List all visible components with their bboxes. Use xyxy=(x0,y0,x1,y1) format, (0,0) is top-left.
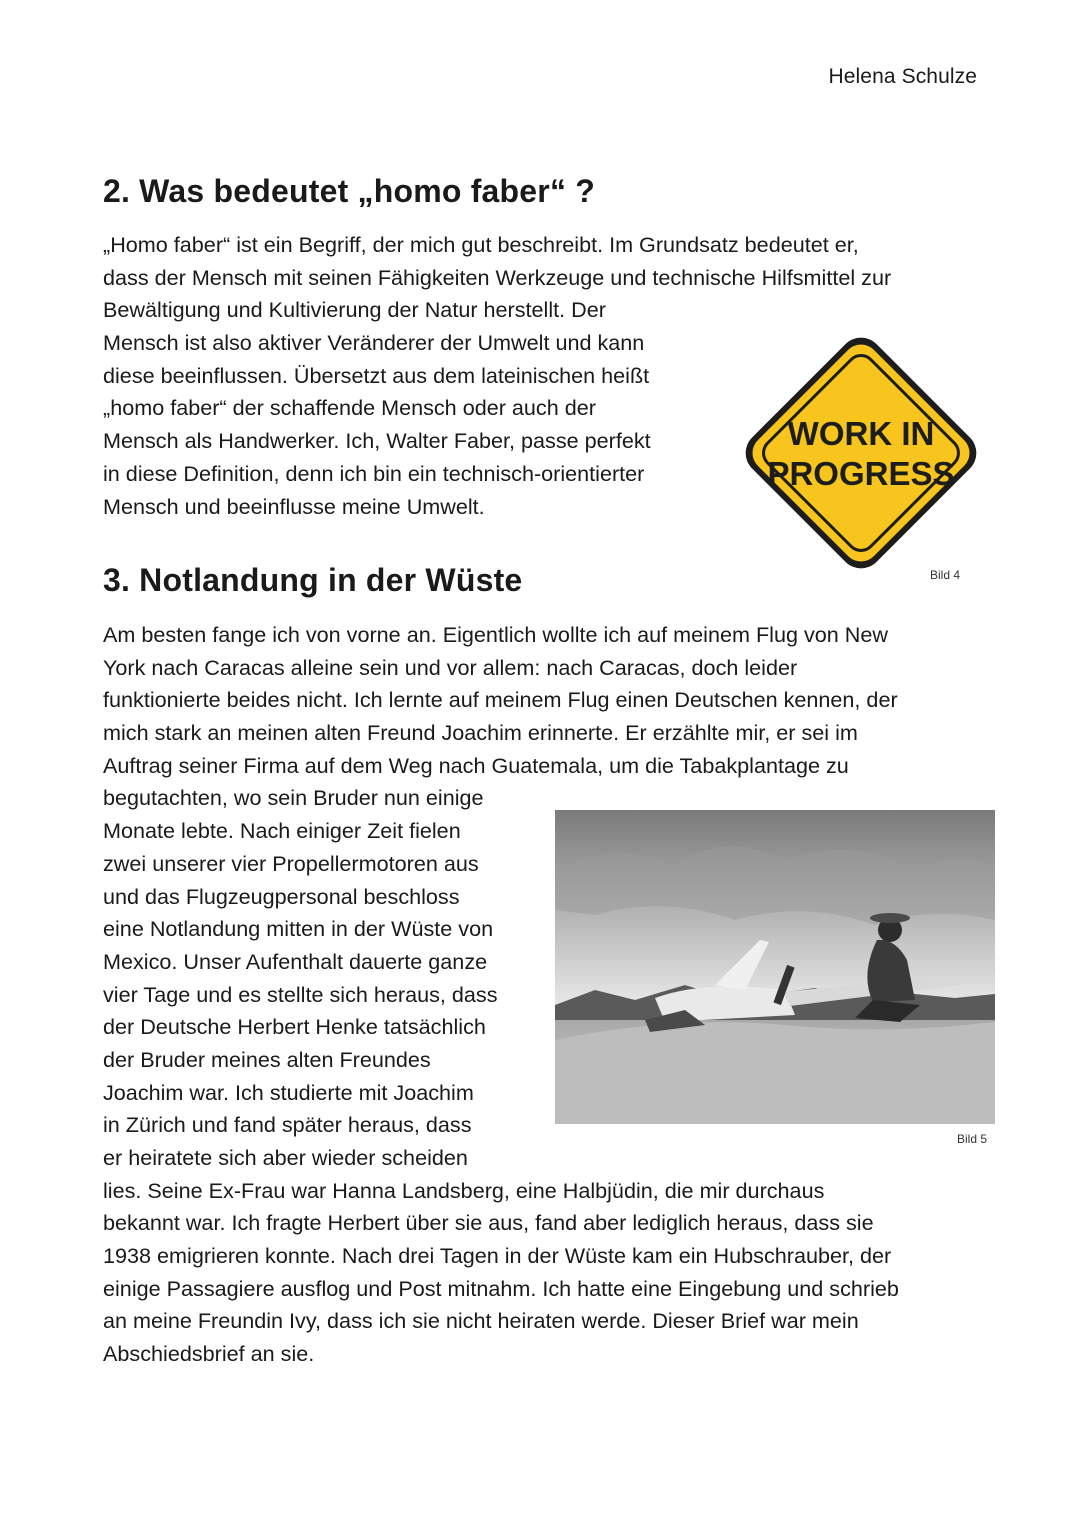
text-line: an meine Freundin Ivy, dass ich sie nicht heiraten werde. Dieser Brief war mein xyxy=(103,1308,859,1334)
desert-crash-photo xyxy=(555,810,995,1124)
text-line: Mensch und beeinflusse meine Umwelt. xyxy=(103,493,485,519)
text-line: Monate lebte. Nach einiger Zeit fielen xyxy=(103,818,461,844)
text-line: er heiratete sich aber wieder scheiden xyxy=(103,1145,468,1170)
text-line: begutachten, wo sein Bruder nun einige xyxy=(103,785,484,811)
author-name: Helena Schulze xyxy=(828,65,977,88)
text-line: der Deutsche Herbert Henke tatsächlich xyxy=(103,1014,486,1040)
text-line: dass der Mensch mit seinen Fähigkeiten Werkzeuge und technische Hilfsmittel zur xyxy=(103,264,892,290)
text-line: diese beeinflussen. Übersetzt aus dem lateinischen heißt xyxy=(103,362,650,388)
text-line: Bewältigung und Kultivierung der Natur herstellt. Der xyxy=(103,297,606,323)
text-line: in Zürich und fand später heraus, dass xyxy=(103,1112,472,1138)
sign-text-line1: WORK IN xyxy=(787,415,935,452)
text-line: in diese Definition, denn ich bin ein technisch-orientierter xyxy=(103,460,645,486)
section-heading-homo-faber: 2. Was bedeutet „homo faber“ ? xyxy=(103,173,595,209)
image-caption-4: Bild 4 xyxy=(930,568,961,582)
text-line: zwei unserer vier Propellermotoren aus xyxy=(103,850,479,876)
text-line: der Bruder meines alten Freundes xyxy=(103,1046,431,1072)
text-line: Mensch ist also aktiver Veränderer der Umwelt und kann xyxy=(103,330,645,356)
text-line: Mexico. Unser Aufenthalt dauerte ganze xyxy=(103,948,488,974)
text-line: „Homo faber“ ist ein Begriff, der mich gut beschreibt. Im Grundsatz bedeutet er, xyxy=(103,232,859,257)
text-line: Abschiedsbrief an sie. xyxy=(103,1341,315,1367)
image-caption-5: Bild 5 xyxy=(957,1132,988,1146)
text-line: lies. Seine Ex-Frau war Hanna Landsberg, eine Halbjüdin, die mir durchaus xyxy=(103,1177,825,1203)
text-line: und das Flugzeugpersonal beschloss xyxy=(103,883,460,909)
work-in-progress-sign xyxy=(733,325,989,581)
text-line: „homo faber“ der schaffende Mensch oder auch der xyxy=(103,395,596,421)
text-line: 1938 emigrieren konnte. Nach drei Tagen in der Wüste kam ein Hubschrauber, der xyxy=(103,1243,892,1269)
text-line: mich stark an meinen alten Freund Joachim erinnerte. Er erzählte mir, er sei im xyxy=(103,720,858,746)
text-line: eine Notlandung mitten in der Wüste von xyxy=(103,916,494,942)
text-line: Auftrag seiner Firma auf dem Weg nach Guatemala, um die Tabakplantage zu xyxy=(103,752,849,778)
text-line: Mensch als Handwerker. Ich, Walter Faber, passe perfekt xyxy=(103,428,651,454)
text-line: Joachim war. Ich studierte mit Joachim xyxy=(103,1079,474,1105)
text-line: York nach Caracas alleine sein und vor allem: nach Caracas, doch leider xyxy=(103,654,798,680)
section-heading-notlandung: 3. Notlandung in der Wüste xyxy=(103,562,523,598)
text-line: bekannt war. Ich fragte Herbert über sie aus, fand aber lediglich heraus, dass sie xyxy=(103,1210,874,1236)
text-line: vier Tage und es stellte sich heraus, dass xyxy=(103,981,498,1007)
text-line: einige Passagiere ausflog und Post mitnahm. Ich hatte eine Eingebung und schrieb xyxy=(103,1275,899,1301)
text-line: Am besten fange ich von vorne an. Eigentlich wollte ich auf meinem Flug von New xyxy=(103,622,888,647)
text-line: funktionierte beides nicht. Ich lernte auf meinem Flug einen Deutschen kennen, der xyxy=(103,687,898,713)
sign-text-line2: PROGRESS xyxy=(767,455,955,492)
